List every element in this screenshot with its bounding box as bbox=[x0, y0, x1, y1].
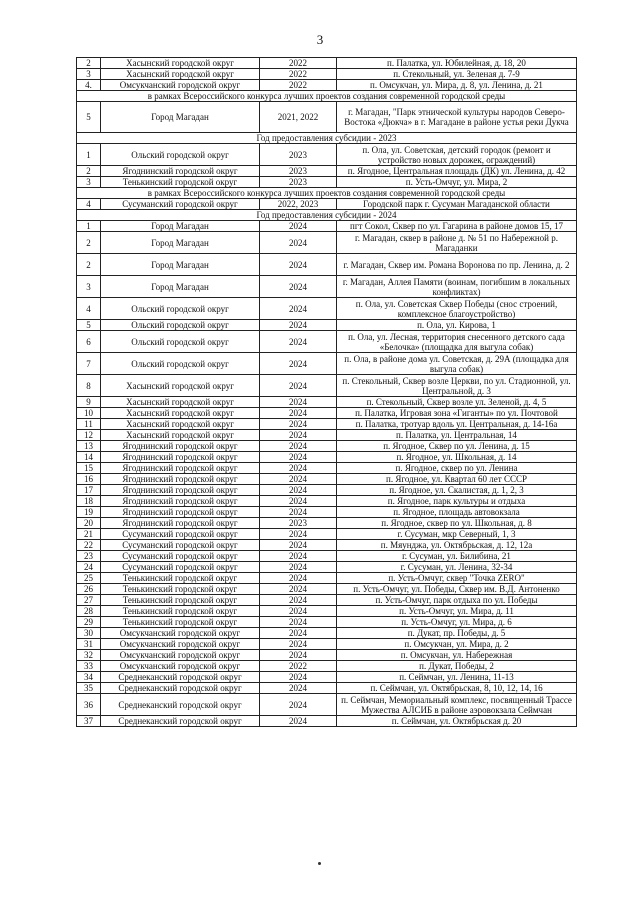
section-row bbox=[77, 188, 577, 199]
row-number: 1 bbox=[77, 144, 101, 166]
district-cell: Тенькинский городской округ bbox=[101, 617, 260, 628]
year-cell: 2021, 2022 bbox=[260, 102, 337, 133]
year-cell: 2024 bbox=[260, 463, 337, 474]
table-row bbox=[77, 639, 577, 650]
address-cell: г. Магадан, сквер в районе д. № 51 по Набережной р. Магаданки bbox=[337, 232, 577, 254]
row-number: 34 bbox=[77, 672, 101, 683]
table-row bbox=[77, 177, 577, 188]
table-row bbox=[77, 463, 577, 474]
row-number: 7 bbox=[77, 353, 101, 375]
year-cell: 2024 bbox=[260, 254, 337, 276]
table-row bbox=[77, 58, 577, 69]
table-row bbox=[77, 529, 577, 540]
row-number: 3 bbox=[77, 177, 101, 188]
district-cell: Омсукчанский городской округ bbox=[101, 80, 260, 91]
address-cell: п. Палатка, тротуар вдоль ул. Центральная, д. 14-16а bbox=[337, 419, 577, 430]
district-cell: Хасынский городской округ bbox=[101, 408, 260, 419]
row-number: 8 bbox=[77, 375, 101, 397]
address-cell: п. Омсукчан, ул. Мира, д. 8, ул. Ленина, д. 21 bbox=[337, 80, 577, 91]
address-cell: п. Омсукчан, ул. Мира, д. 2 bbox=[337, 639, 577, 650]
row-number: 3 bbox=[77, 276, 101, 298]
table-row bbox=[77, 254, 577, 276]
table-row bbox=[77, 595, 577, 606]
year-cell: 2024 bbox=[260, 408, 337, 419]
address-cell: п. Усть-Омчуг, парк отдыха по ул. Победы bbox=[337, 595, 577, 606]
table-row bbox=[77, 650, 577, 661]
row-number: 15 bbox=[77, 463, 101, 474]
district-cell: Среднеканский городской округ bbox=[101, 683, 260, 694]
section-heading: в рамках Всероссийского конкурса лучших проектов создания современной городской среды bbox=[77, 188, 577, 199]
table-row bbox=[77, 199, 577, 210]
table-row bbox=[77, 485, 577, 496]
year-cell: 2023 bbox=[260, 166, 337, 177]
district-cell: Омсукчанский городской округ bbox=[101, 650, 260, 661]
year-cell: 2023 bbox=[260, 144, 337, 166]
address-cell: п. Ягодное, сквер по ул. Ленина bbox=[337, 463, 577, 474]
table-row bbox=[77, 320, 577, 331]
district-cell: Омсукчанский городской округ bbox=[101, 639, 260, 650]
address-cell: п. Сеймчан, ул. Октябрьская, 8, 10, 12, 14, 16 bbox=[337, 683, 577, 694]
year-cell: 2024 bbox=[260, 683, 337, 694]
district-cell: Ягоднинский городской округ bbox=[101, 507, 260, 518]
row-number: 23 bbox=[77, 551, 101, 562]
table-row bbox=[77, 628, 577, 639]
year-cell: 2024 bbox=[260, 639, 337, 650]
year-cell: 2024 bbox=[260, 562, 337, 573]
year-cell: 2024 bbox=[260, 375, 337, 397]
address-cell: п. Ягодное, ул. Школьная, д. 14 bbox=[337, 452, 577, 463]
table-row bbox=[77, 232, 577, 254]
subsidy-table bbox=[76, 57, 577, 727]
district-cell: Ольский городской округ bbox=[101, 144, 260, 166]
row-number: 5 bbox=[77, 320, 101, 331]
district-cell: Ягоднинский городской округ bbox=[101, 485, 260, 496]
address-cell: п. Дукат, Победы, 2 bbox=[337, 661, 577, 672]
row-number: 24 bbox=[77, 562, 101, 573]
row-number: 28 bbox=[77, 606, 101, 617]
district-cell: Сусуманский городской округ bbox=[101, 529, 260, 540]
row-number: 37 bbox=[77, 716, 101, 727]
table-row bbox=[77, 80, 577, 91]
row-number: 17 bbox=[77, 485, 101, 496]
row-number: 22 bbox=[77, 540, 101, 551]
table-row bbox=[77, 683, 577, 694]
table-row bbox=[77, 221, 577, 232]
row-number: 16 bbox=[77, 474, 101, 485]
address-cell: г. Сусуман, ул. Ленина, 32-34 bbox=[337, 562, 577, 573]
year-cell: 2024 bbox=[260, 650, 337, 661]
address-cell: п. Усть-Омчуг, ул. Победы, Сквер им. В.Д. Антоненко bbox=[337, 584, 577, 595]
district-cell: Ягоднинский городской округ bbox=[101, 463, 260, 474]
address-cell: г. Сусуман, ул. Билибина, 21 bbox=[337, 551, 577, 562]
table-row bbox=[77, 540, 577, 551]
year-cell: 2024 bbox=[260, 628, 337, 639]
district-cell: Ольский городской округ bbox=[101, 331, 260, 353]
district-cell: Ягоднинский городской округ bbox=[101, 474, 260, 485]
table-row bbox=[77, 551, 577, 562]
year-cell: 2024 bbox=[260, 485, 337, 496]
table-row bbox=[77, 419, 577, 430]
table-row bbox=[77, 496, 577, 507]
address-cell: Городской парк г. Сусуман Магаданской области bbox=[337, 199, 577, 210]
year-cell: 2023 bbox=[260, 177, 337, 188]
district-cell: Хасынский городской округ bbox=[101, 397, 260, 408]
year-cell: 2024 bbox=[260, 540, 337, 551]
section-heading: Год предоставления субсидии - 2024 bbox=[77, 210, 577, 221]
year-cell: 2024 bbox=[260, 353, 337, 375]
address-cell: п. Ягодное, ул. Квартал 60 лет СССР bbox=[337, 474, 577, 485]
year-cell: 2024 bbox=[260, 496, 337, 507]
row-number: 1 bbox=[77, 221, 101, 232]
address-cell: п. Стекольный, ул. Зеленая д. 7-9 bbox=[337, 69, 577, 80]
district-cell: Омсукчанский городской округ bbox=[101, 628, 260, 639]
district-cell: Хасынский городской округ bbox=[101, 419, 260, 430]
district-cell: Среднеканский городской округ bbox=[101, 672, 260, 683]
address-cell: п. Палатка, ул. Центральная, 14 bbox=[337, 430, 577, 441]
year-cell: 2024 bbox=[260, 441, 337, 452]
year-cell: 2024 bbox=[260, 672, 337, 683]
address-cell: п. Омсукчан, ул. Набережная bbox=[337, 650, 577, 661]
district-cell: Хасынский городской округ bbox=[101, 58, 260, 69]
row-number: 2 bbox=[77, 254, 101, 276]
table-row bbox=[77, 353, 577, 375]
address-cell: п. Усть-Омчуг, ул. Мира, 2 bbox=[337, 177, 577, 188]
row-number: 4. bbox=[77, 80, 101, 91]
table-row bbox=[77, 430, 577, 441]
year-cell: 2024 bbox=[260, 529, 337, 540]
table-row bbox=[77, 397, 577, 408]
row-number: 18 bbox=[77, 496, 101, 507]
table-row bbox=[77, 617, 577, 628]
address-cell: г. Магадан, Сквер им. Романа Воронова по пр. Ленина, д. 2 bbox=[337, 254, 577, 276]
address-cell: п. Стекольный, Сквер возле Церкви, по ул. Стадионной, ул. Центральной, д. 3 bbox=[337, 375, 577, 397]
address-cell: п. Палатка, ул. Юбилейная, д. 18, 20 bbox=[337, 58, 577, 69]
page-number: 3 bbox=[316, 32, 324, 47]
year-cell: 2024 bbox=[260, 551, 337, 562]
address-cell: п. Ола, ул. Лесная, территория снесенного детского сада «Белочка» (площадка для выгула собак) bbox=[337, 331, 577, 353]
district-cell: Сусуманский городской округ bbox=[101, 562, 260, 573]
district-cell: Сусуманский городской округ bbox=[101, 199, 260, 210]
address-cell: г. Магадан, "Парк этнической культуры народов Северо-Востока «Дюкча» в г. Магадане в районе устья реки Дукча bbox=[337, 102, 577, 133]
address-cell: п. Усть-Омчуг, ул. Мира, д. 6 bbox=[337, 617, 577, 628]
district-cell: Среднеканский городской округ bbox=[101, 716, 260, 727]
year-cell: 2024 bbox=[260, 397, 337, 408]
year-cell: 2022, 2023 bbox=[260, 199, 337, 210]
table-row bbox=[77, 375, 577, 397]
district-cell: Ягоднинский городской округ bbox=[101, 518, 260, 529]
address-cell: п. Ягодное, ул. Скалистая, д. 1, 2, 3 bbox=[337, 485, 577, 496]
district-cell: Город Магадан bbox=[101, 254, 260, 276]
district-cell: Ягоднинский городской округ bbox=[101, 496, 260, 507]
row-number: 35 bbox=[77, 683, 101, 694]
year-cell: 2024 bbox=[260, 606, 337, 617]
address-cell: п. Дукат, пр. Победы, д. 5 bbox=[337, 628, 577, 639]
year-cell: 2024 bbox=[260, 584, 337, 595]
table-row bbox=[77, 102, 577, 133]
year-cell: 2024 bbox=[260, 232, 337, 254]
table-row bbox=[77, 474, 577, 485]
table-row bbox=[77, 331, 577, 353]
year-cell: 2024 bbox=[260, 452, 337, 463]
district-cell: Хасынский городской округ bbox=[101, 69, 260, 80]
row-number: 27 bbox=[77, 595, 101, 606]
row-number: 4 bbox=[77, 298, 101, 320]
row-number: 33 bbox=[77, 661, 101, 672]
row-number: 3 bbox=[77, 69, 101, 80]
year-cell: 2024 bbox=[260, 419, 337, 430]
address-cell: п. Стекольный, Сквер возле ул. Зеленой, д. 4, 5 bbox=[337, 397, 577, 408]
row-number: 26 bbox=[77, 584, 101, 595]
district-cell: Тенькинский городской округ bbox=[101, 606, 260, 617]
district-cell: Сусуманский городской округ bbox=[101, 540, 260, 551]
table-row bbox=[77, 716, 577, 727]
section-heading: в рамках Всероссийского конкурса лучших проектов создания современной городской среды bbox=[77, 91, 577, 102]
address-cell: п. Ягодное, Центральная площадь (ДК) ул. Ленина, д. 42 bbox=[337, 166, 577, 177]
year-cell: 2022 bbox=[260, 69, 337, 80]
table-row bbox=[77, 452, 577, 463]
district-cell: Ягоднинский городской округ bbox=[101, 452, 260, 463]
footer-dot bbox=[318, 862, 321, 865]
row-number: 2 bbox=[77, 166, 101, 177]
row-number: 25 bbox=[77, 573, 101, 584]
table-row bbox=[77, 606, 577, 617]
table-row bbox=[77, 573, 577, 584]
year-cell: 2024 bbox=[260, 320, 337, 331]
table-row bbox=[77, 441, 577, 452]
address-cell: п. Сеймчан, ул. Октябрьская д. 20 bbox=[337, 716, 577, 727]
row-number: 4 bbox=[77, 199, 101, 210]
district-cell: Ольский городской округ bbox=[101, 353, 260, 375]
table-row bbox=[77, 562, 577, 573]
district-cell: Ольский городской округ bbox=[101, 298, 260, 320]
year-cell: 2024 bbox=[260, 573, 337, 584]
address-cell: п. Мяунджа, ул. Октябрьская, д. 12, 12а bbox=[337, 540, 577, 551]
address-cell: п. Ола, ул. Кирова, 1 bbox=[337, 320, 577, 331]
address-cell: п. Усть-Омчуг, ул. Мира, д. 11 bbox=[337, 606, 577, 617]
row-number: 31 bbox=[77, 639, 101, 650]
row-number: 30 bbox=[77, 628, 101, 639]
address-cell: п. Ола, в районе дома ул. Советская, д. 29А (площадка для выгула собак) bbox=[337, 353, 577, 375]
address-cell: п. Ягодное, парк культуры и отдыха bbox=[337, 496, 577, 507]
section-row bbox=[77, 210, 577, 221]
table-row bbox=[77, 661, 577, 672]
address-cell: п. Сеймчан, ул. Ленина, 11-13 bbox=[337, 672, 577, 683]
year-cell: 2024 bbox=[260, 507, 337, 518]
district-cell: Город Магадан bbox=[101, 232, 260, 254]
address-cell: г. Сусуман, мкр Северный, 1, 3 bbox=[337, 529, 577, 540]
row-number: 20 bbox=[77, 518, 101, 529]
district-cell: Ягоднинский городской округ bbox=[101, 166, 260, 177]
row-number: 32 bbox=[77, 650, 101, 661]
table-row bbox=[77, 166, 577, 177]
address-cell: п. Сеймчан, Мемориальный комплекс, посвященный Трассе Мужества АЛСИБ в районе аэровокзала Сеймчан bbox=[337, 694, 577, 716]
row-number: 19 bbox=[77, 507, 101, 518]
address-cell: п. Ола, ул. Советская, детский городок (ремонт и устройство новых дорожек, ограждений) bbox=[337, 144, 577, 166]
district-cell: Город Магадан bbox=[101, 102, 260, 133]
district-cell: Ягоднинский городской округ bbox=[101, 441, 260, 452]
row-number: 12 bbox=[77, 430, 101, 441]
address-cell: п. Усть-Омчуг, сквер "Точка ZERO" bbox=[337, 573, 577, 584]
row-number: 29 bbox=[77, 617, 101, 628]
address-cell: пгт Сокол, Сквер по ул. Гагарина в районе домов 15, 17 bbox=[337, 221, 577, 232]
table-row bbox=[77, 144, 577, 166]
district-cell: Тенькинский городской округ bbox=[101, 595, 260, 606]
district-cell: Тенькинский городской округ bbox=[101, 177, 260, 188]
address-cell: п. Ягодное, площадь автовокзала bbox=[337, 507, 577, 518]
year-cell: 2022 bbox=[260, 58, 337, 69]
table-row bbox=[77, 584, 577, 595]
address-cell: п. Ола, ул. Советская Сквер Победы (снос строений, комплексное благоустройство) bbox=[337, 298, 577, 320]
year-cell: 2024 bbox=[260, 474, 337, 485]
district-cell: Город Магадан bbox=[101, 276, 260, 298]
address-cell: г. Магадан, Аллея Памяти (воинам, погибшим в локальных конфликтах) bbox=[337, 276, 577, 298]
year-cell: 2024 bbox=[260, 694, 337, 716]
district-cell: Тенькинский городской округ bbox=[101, 584, 260, 595]
table-row bbox=[77, 276, 577, 298]
year-cell: 2024 bbox=[260, 430, 337, 441]
table-row bbox=[77, 507, 577, 518]
year-cell: 2024 bbox=[260, 298, 337, 320]
table-row bbox=[77, 694, 577, 716]
table-row bbox=[77, 672, 577, 683]
section-row bbox=[77, 133, 577, 144]
row-number: 11 bbox=[77, 419, 101, 430]
row-number: 10 bbox=[77, 408, 101, 419]
district-cell: Хасынский городской округ bbox=[101, 430, 260, 441]
district-cell: Город Магадан bbox=[101, 221, 260, 232]
year-cell: 2024 bbox=[260, 331, 337, 353]
district-cell: Сусуманский городской округ bbox=[101, 551, 260, 562]
row-number: 9 bbox=[77, 397, 101, 408]
year-cell: 2023 bbox=[260, 518, 337, 529]
district-cell: Омсукчанский городской округ bbox=[101, 661, 260, 672]
row-number: 6 bbox=[77, 331, 101, 353]
address-cell: п. Ягодное, Сквер по ул. Ленина, д. 15 bbox=[337, 441, 577, 452]
district-cell: Тенькинский городской округ bbox=[101, 573, 260, 584]
row-number: 2 bbox=[77, 232, 101, 254]
year-cell: 2024 bbox=[260, 276, 337, 298]
table-row bbox=[77, 298, 577, 320]
district-cell: Ольский городской округ bbox=[101, 320, 260, 331]
section-heading: Год предоставления субсидии - 2023 bbox=[77, 133, 577, 144]
row-number: 5 bbox=[77, 102, 101, 133]
address-cell: п. Ягодное, сквер по ул. Школьная, д. 8 bbox=[337, 518, 577, 529]
row-number: 36 bbox=[77, 694, 101, 716]
year-cell: 2024 bbox=[260, 595, 337, 606]
year-cell: 2022 bbox=[260, 80, 337, 91]
section-row bbox=[77, 91, 577, 102]
year-cell: 2024 bbox=[260, 617, 337, 628]
table-row bbox=[77, 69, 577, 80]
year-cell: 2024 bbox=[260, 716, 337, 727]
year-cell: 2022 bbox=[260, 661, 337, 672]
address-cell: п. Палатка, Игровая зона «Гиганты» по ул. Почтовой bbox=[337, 408, 577, 419]
row-number: 14 bbox=[77, 452, 101, 463]
year-cell: 2024 bbox=[260, 221, 337, 232]
row-number: 2 bbox=[77, 58, 101, 69]
district-cell: Хасынский городской округ bbox=[101, 375, 260, 397]
row-number: 21 bbox=[77, 529, 101, 540]
table-row bbox=[77, 518, 577, 529]
district-cell: Среднеканский городской округ bbox=[101, 694, 260, 716]
row-number: 13 bbox=[77, 441, 101, 452]
table-row bbox=[77, 408, 577, 419]
